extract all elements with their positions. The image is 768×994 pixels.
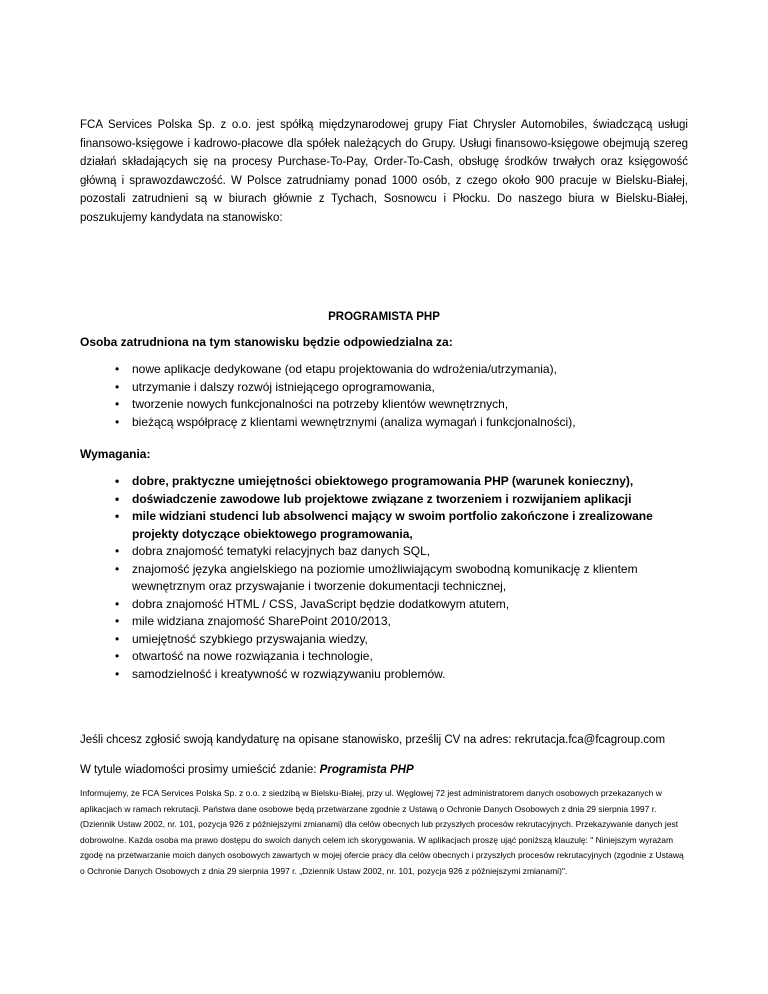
bullet-icon: • (115, 561, 120, 576)
list-item: • umiejętność szybkiego przyswajania wiedzy, (80, 631, 688, 649)
bullet-icon: • (115, 631, 120, 646)
email-subject-phrase: Programista PHP (319, 764, 414, 776)
bullet-icon: • (115, 649, 120, 663)
responsibilities-heading: Osoba zatrudniona na tym stanowisku będzie odpowiedzialna za: (80, 335, 453, 349)
company-intro: FCA Services Polska Sp. z o.o. jest spółką międzynarodowej grupy Fiat Chrysler Automobiles, świadczącą usługi finansowo-księgowe i kadrowo-płacowe dla spółek należących do Grupy. Usługi finansowo-księgowe obejmują szereg działań składających się na procesy Purchase-To-Pay, Order-To-Cash, obsługę środków trwałych oraz księgowość główną i sprawozdawczość. W Polsce zatrudniamy ponad 1000 osób, z czego około 900 pracuje w Bielsku-Białej, pozostali zatrudnieni są w biurach głównie z Tychach, Sosnowcu i Płocku. Do naszego biura w Bielsku-Białej, poszukujemy kandydata na stanowisko: (80, 119, 688, 224)
bullet-icon: • (115, 614, 120, 628)
list-item: • mile widziana znajomość SharePoint 2010/2013, (80, 613, 688, 631)
bullet-icon: • (115, 474, 120, 488)
apply-instructions: Jeśli chcesz zgłosić swoją kandydaturę na opisane stanowisko, prześlij CV na adres: rekrutacja.fca@fcagroup.com (80, 734, 666, 746)
list-item: • dobra znajomość HTML / CSS, JavaScript będzie dodatkowym atutem, (80, 596, 688, 614)
bullet-icon: • (115, 414, 120, 429)
list-item: • mile widziani studenci lub absolwenci mający w swoim portfolio zakończone i zrealizowane projekty dotyczące obiektowego programowania, (115, 509, 653, 541)
list-item: • dobre, praktyczne umiejętności obiektowego programowania PHP (warunek konieczny), (80, 473, 688, 491)
list-item: • utrzymanie i dalszy rozwój istniejącego oprogramowania, (80, 379, 688, 397)
bullet-icon: • (115, 509, 120, 523)
list-item: • samodzielność i kreatywność w rozwiązywaniu problemów. (80, 666, 688, 684)
list-item: • bieżącą współpracę z klientami wewnętrznymi (analiza wymagań i funkcjonalności), (80, 414, 688, 432)
email-subject-instruction: W tytule wiadomości prosimy umieścić zdanie: Programista PHP (80, 764, 414, 776)
requirements-list (80, 473, 688, 683)
responsibilities-list (80, 361, 688, 431)
bullet-icon: • (115, 362, 120, 376)
bullet-icon: • (115, 544, 120, 558)
bullet-icon: • (115, 491, 120, 506)
list-item: • tworzenie nowych funkcjonalności na potrzeby klientów wewnętrznych, (80, 396, 688, 414)
list-item: • nowe aplikacje dedykowane (od etapu projektowania do wdrożenia/utrzymania), (80, 361, 688, 379)
bullet-icon: • (115, 666, 120, 681)
bullet-icon: • (115, 397, 120, 411)
list-item: • doświadczenie zawodowe lub projektowe związane z tworzeniem i rozwijaniem aplikacji (80, 491, 688, 509)
requirements-heading: Wymagania: (80, 447, 151, 461)
bullet-icon: • (115, 596, 120, 611)
bullet-icon: • (115, 379, 120, 394)
data-protection-notice: Informujemy, że FCA Services Polska Sp. z o.o. z siedzibą w Bielsku-Białej, przy ul. Węglowej 72 jest administratorem danych osobowych przekazanych w aplikacjach w ramach rekrutacji. Państwa dane osobowe będą przetwarzane zgodnie z Ustawą o Ochronie Danych Osobowych z dnia 29 sierpnia 1997 r. (Dziennik Ustaw 2002, nr. 101, pozycja 926 z późniejszymi zmianami) dla celów obecnych lub przyszłych procesów rekrutacyjnych. Przekazywanie danych jest dobrowolne. Każda osoba ma prawo dostępu do swoich danych celem ich skorygowania. W aplikacjach proszę ująć poniższą klauzulę: " Niniejszym wyrażam zgodę na przetwarzanie moich danych osobowych zawartych w mojej ofercie pracy dla celów obecnych i przyszłych procesów rekrutacyjnych (zgodnie z Ustawą o Ochronie Danych Osobowych z dnia 29 sierpnia 1997 r. „Dziennik Ustaw 2002, nr. 101, pozycja 926 z późniejszymi zmianami)". (80, 788, 684, 876)
list-item: • znajomość języka angielskiego na poziomie umożliwiającym swobodną komunikację z klientem wewnętrznym oraz przyswajanie i tworzenie dokumentacji technicznej, (115, 561, 638, 593)
document-page (80, 116, 688, 879)
job-title: PROGRAMISTA PHP (328, 311, 440, 323)
list-item: • otwartość na nowe rozwiązania i technologie, (80, 648, 688, 666)
list-item: • dobra znajomość tematyki relacyjnych baz danych SQL, (80, 543, 688, 561)
